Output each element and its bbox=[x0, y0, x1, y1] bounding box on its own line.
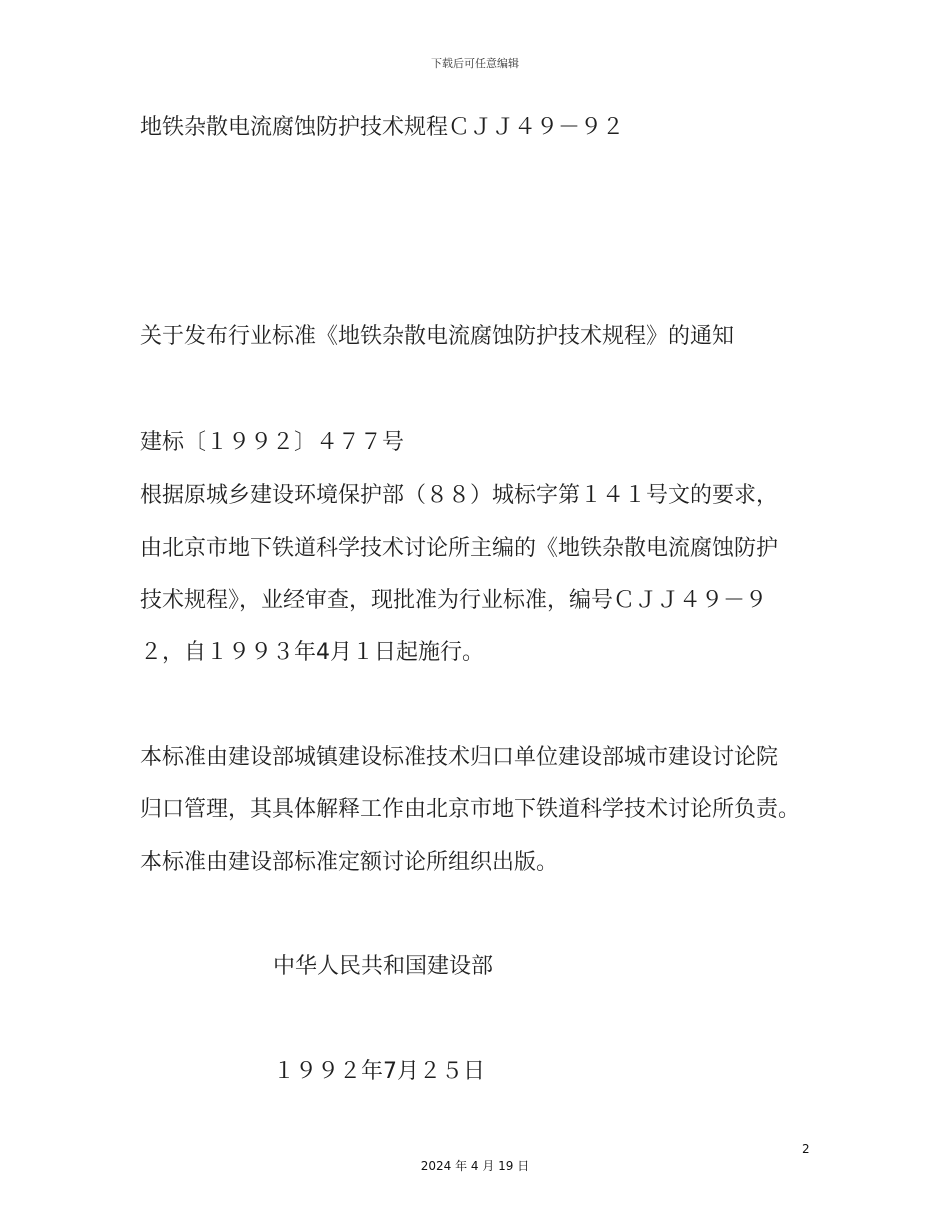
document-number: 建标〔１９９２〕４７７号 bbox=[140, 430, 405, 455]
paragraph2-line: 本标准由建设部标准定额讨论所组织出版。 bbox=[140, 850, 559, 875]
signature-org: 中华人民共和国建设部 bbox=[273, 954, 494, 979]
paragraph2-line: 本标准由建设部城镇建设标准技术归口单位建设部城市建设讨论院 bbox=[140, 745, 779, 770]
header-note: 下载后可任意编辑 bbox=[431, 57, 519, 70]
document-title: 地铁杂散电流腐蚀防护技术规程ＣＪＪ４９－９２ bbox=[140, 115, 625, 140]
signature-date: １９９２年7月２５日 bbox=[273, 1059, 485, 1084]
paragraph1-line: 由北京市地下铁道科学技术讨论所主编的《地铁杂散电流腐蚀防护 bbox=[140, 536, 779, 561]
paragraph1-line: 技术规程》，业经审查，现批准为行业标准，编号ＣＪＪ４９－９ bbox=[140, 588, 768, 613]
paragraph1-line: ２，自１９９３年4月１日起施行。 bbox=[140, 640, 484, 665]
paragraph1-line: 根据原城乡建设环境保护部（８８）城标字第１４１号文的要求， bbox=[140, 483, 779, 508]
footer-date: 2024 年 4 月 19 日 bbox=[420, 1159, 530, 1173]
paragraph2-line: 归口管理，其具体解释工作由北京市地下铁道科学技术讨论所负责。 bbox=[140, 797, 801, 822]
notice-heading: 关于发布行业标准《地铁杂散电流腐蚀防护技术规程》的通知 bbox=[140, 324, 735, 349]
page-number: 2 bbox=[802, 1142, 810, 1156]
